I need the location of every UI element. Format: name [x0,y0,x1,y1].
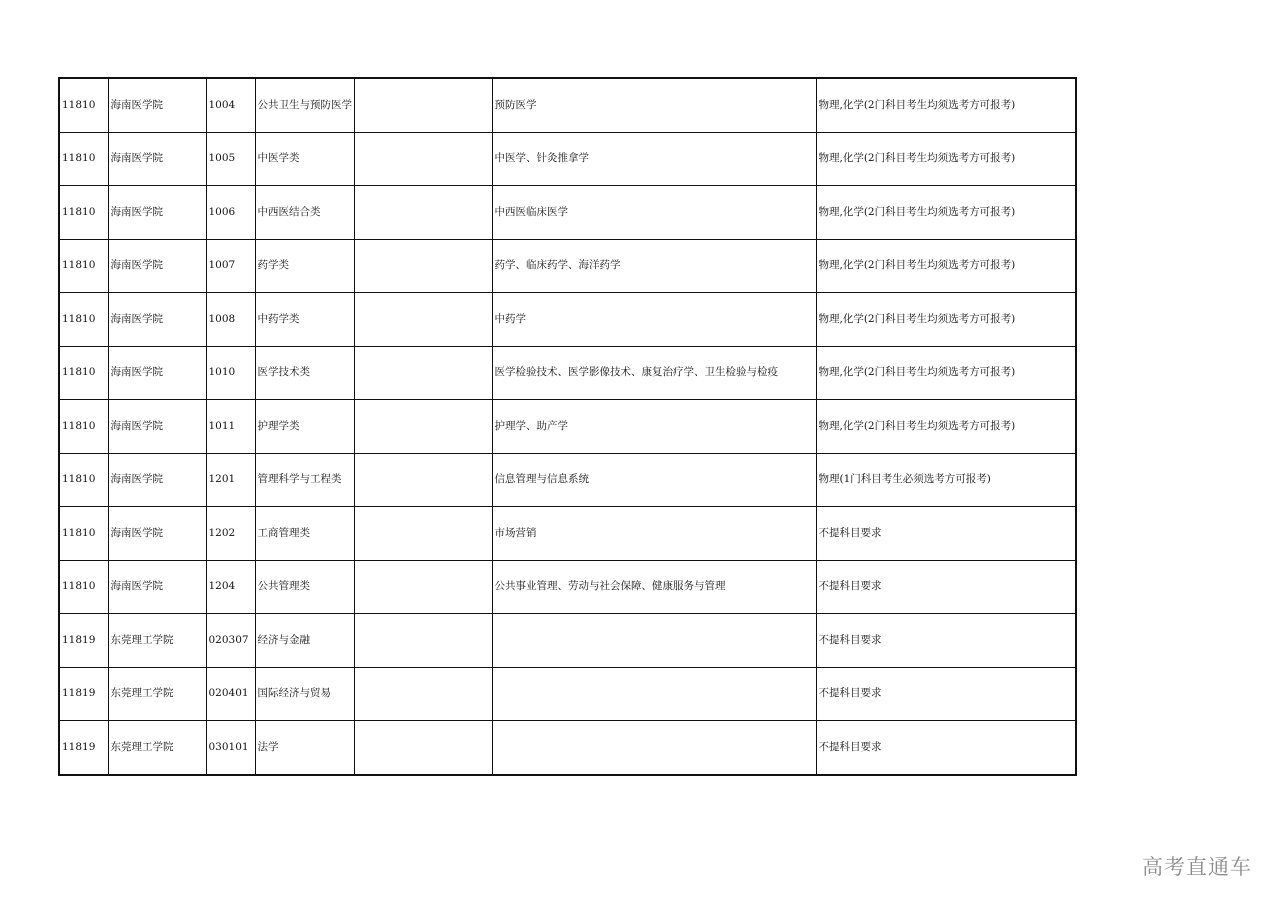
requirement-cell: 不提科目要求 [816,721,1076,775]
school-code-cell: 11810 [59,293,108,347]
category-code-cell: 020401 [206,667,255,721]
category-code-cell: 1006 [206,186,255,240]
requirement-cell: 不提科目要求 [816,667,1076,721]
majors-cell [492,614,816,668]
requirement-cell: 不提科目要求 [816,614,1076,668]
requirement-cell: 不提科目要求 [816,507,1076,561]
majors-cell: 护理学、助产学 [492,400,816,454]
majors-cell: 预防医学 [492,78,816,132]
blank-cell [354,239,492,293]
school-code-cell: 11819 [59,721,108,775]
category-name-cell: 药学类 [255,239,354,293]
school-name-cell: 海南医学院 [108,346,206,400]
majors-cell [492,721,816,775]
category-code-cell: 1008 [206,293,255,347]
requirement-cell: 物理,化学(2门科目考生均须选考方可报考) [816,239,1076,293]
category-name-cell: 中药学类 [255,293,354,347]
school-name-cell: 海南医学院 [108,293,206,347]
blank-cell [354,560,492,614]
school-code-cell: 11810 [59,400,108,454]
school-name-cell: 海南医学院 [108,400,206,454]
blank-cell [354,721,492,775]
school-code-cell: 11810 [59,239,108,293]
category-code-cell: 020307 [206,614,255,668]
watermark-logo-text: 高考直通车 [1142,855,1252,879]
requirement-cell: 物理,化学(2门科目考生均须选考方可报考) [816,186,1076,240]
table-row [59,346,1076,400]
table-row [59,186,1076,240]
school-name-cell: 东莞理工学院 [108,667,206,721]
school-name-cell: 海南医学院 [108,560,206,614]
school-code-cell: 11810 [59,507,108,561]
category-code-cell: 1201 [206,453,255,507]
blank-cell [354,453,492,507]
school-name-cell: 海南医学院 [108,78,206,132]
category-name-cell: 中医学类 [255,132,354,186]
school-code-cell: 11810 [59,78,108,132]
school-name-cell: 东莞理工学院 [108,721,206,775]
blank-cell [354,507,492,561]
table-row [59,667,1076,721]
school-name-cell: 海南医学院 [108,453,206,507]
category-name-cell: 国际经济与贸易 [255,667,354,721]
blank-cell [354,346,492,400]
table-row [59,507,1076,561]
majors-cell: 药学、临床药学、海洋药学 [492,239,816,293]
category-code-cell: 1004 [206,78,255,132]
table-row [59,614,1076,668]
requirement-cell: 不提科目要求 [816,560,1076,614]
category-name-cell: 法学 [255,721,354,775]
school-name-cell: 海南医学院 [108,132,206,186]
school-name-cell: 海南医学院 [108,507,206,561]
table-row [59,239,1076,293]
school-name-cell: 海南医学院 [108,239,206,293]
table-body [59,78,1076,775]
majors-cell: 中医学、针灸推拿学 [492,132,816,186]
majors-cell: 市场营销 [492,507,816,561]
table-row [59,721,1076,775]
blank-cell [354,78,492,132]
category-code-cell: 1005 [206,132,255,186]
category-name-cell: 管理科学与工程类 [255,453,354,507]
blank-cell [354,400,492,454]
category-name-cell: 公共管理类 [255,560,354,614]
requirement-cell: 物理,化学(2门科目考生均须选考方可报考) [816,78,1076,132]
school-code-cell: 11810 [59,132,108,186]
table-row [59,400,1076,454]
category-code-cell: 1204 [206,560,255,614]
table-row [59,453,1076,507]
blank-cell [354,667,492,721]
category-code-cell: 030101 [206,721,255,775]
category-name-cell: 经济与金融 [255,614,354,668]
category-name-cell: 工商管理类 [255,507,354,561]
category-name-cell: 公共卫生与预防医学 [255,78,354,132]
requirement-cell: 物理,化学(2门科目考生均须选考方可报考) [816,346,1076,400]
requirement-cell: 物理,化学(2门科目考生均须选考方可报考) [816,400,1076,454]
category-code-cell: 1011 [206,400,255,454]
table-row [59,293,1076,347]
blank-cell [354,293,492,347]
category-name-cell: 中西医结合类 [255,186,354,240]
majors-cell: 医学检验技术、医学影像技术、康复治疗学、卫生检验与检疫 [492,346,816,400]
school-code-cell: 11810 [59,346,108,400]
blank-cell [354,132,492,186]
school-name-cell: 东莞理工学院 [108,614,206,668]
school-code-cell: 11819 [59,667,108,721]
subject-requirements-table [58,77,1077,776]
school-code-cell: 11810 [59,186,108,240]
majors-cell: 中药学 [492,293,816,347]
table-row [59,560,1076,614]
requirement-cell: 物理,化学(2门科目考生均须选考方可报考) [816,132,1076,186]
category-code-cell: 1202 [206,507,255,561]
majors-cell: 中西医临床医学 [492,186,816,240]
school-code-cell: 11819 [59,614,108,668]
category-code-cell: 1007 [206,239,255,293]
school-name-cell: 海南医学院 [108,186,206,240]
majors-cell: 公共事业管理、劳动与社会保障、健康服务与管理 [492,560,816,614]
school-code-cell: 11810 [59,453,108,507]
table-row [59,132,1076,186]
category-code-cell: 1010 [206,346,255,400]
school-code-cell: 11810 [59,560,108,614]
requirement-cell: 物理(1门科目考生必须选考方可报考) [816,453,1076,507]
table-row [59,78,1076,132]
requirement-cell: 物理,化学(2门科目考生均须选考方可报考) [816,293,1076,347]
blank-cell [354,186,492,240]
category-name-cell: 护理学类 [255,400,354,454]
blank-cell [354,614,492,668]
majors-cell: 信息管理与信息系统 [492,453,816,507]
majors-cell [492,667,816,721]
category-name-cell: 医学技术类 [255,346,354,400]
